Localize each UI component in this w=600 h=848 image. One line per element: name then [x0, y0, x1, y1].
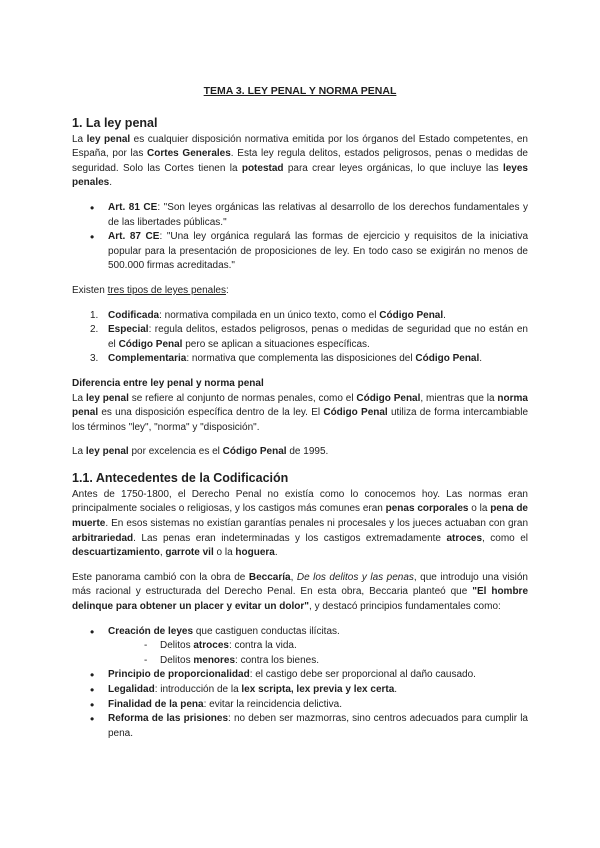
principle-item: • Finalidad de la pena: evitar la reincidencia delictiva. — [108, 698, 528, 713]
article-item: • Art. 87 CE: "Una ley orgánica regulará las formas de ejercicio y requisitos de la iniciativa popular para la presentación de proposiciones de ley. En todo caso se exigirán no menos de 500.000 firmas acreditadas." — [108, 230, 528, 274]
principle-item: • Creación de leyes que castiguen conductas ilícitas. - Delitos atroces: contra la vida. - Delitos menores: contra los bienes. — [108, 625, 528, 669]
sublist-item: - Delitos atroces: contra la vida. — [160, 639, 528, 654]
type-item: 2. Especial: regula delitos, estados peligrosos, penas o medidas de seguridad que no están en el Código Penal pero se aplican a situaciones específicas. — [90, 324, 528, 350]
sublist-item: - Delitos menores: contra los bienes. — [160, 654, 528, 669]
section-heading-1: 1. La ley penal — [72, 115, 158, 130]
antecedents-paragraph: Antes de 1750-1800, el Derecho Penal no existía como lo conocemos hoy. Las normas eran principalmente sociales o religiosas, y los castigos más comunes eran penas corporales o la pena de muerte. En esos sistemas no existían garantías penales ni procesales y los jueces actuaban con gran arbitrariedad. Las penas eran indeterminadas y los castigos extremadamente atroces, como el descuartizamiento, garrote vil o la hoguera. — [72, 488, 528, 559]
articles-list — [72, 201, 528, 274]
document-title: TEMA 3. LEY PENAL Y NORMA PENAL — [203, 85, 397, 97]
types-intro: Existen tres tipos de leyes penales: — [72, 284, 229, 296]
difference-paragraph: La ley penal se refiere al conjunto de normas penales, como el Código Penal, mientras que la norma penal es una disposición específica dentro de la ley. El Código Penal utiliza de forma intercambiable los términos "ley", "norma" y "disposición". — [72, 392, 529, 433]
principle-item: • Principio de proporcionalidad: el castigo debe ser proporcional al daño causado. — [108, 668, 528, 683]
article-item: • Art. 81 CE: "Son leyes orgánicas las relativas al desarrollo de los derechos fundamentales y de las libertades públicas." — [108, 201, 528, 230]
section-heading-1-1: 1.1. Antecedentes de la Codificación — [72, 470, 289, 485]
principles-list — [72, 625, 528, 742]
crime-types-sublist — [108, 639, 528, 668]
principle-item: • Legalidad: introducción de la lex scripta, lex previa y lex certa. — [108, 683, 528, 698]
excellence-paragraph: La ley penal por excelencia es el Código Penal de 1995. — [72, 446, 329, 458]
type-item: 3. Complementaria: normativa que complementa las disposiciones del Código Penal. — [90, 353, 483, 365]
intro-paragraph: La ley penal es cualquier disposición normativa emitida por los órganos del Estado competentes, en España, por las Cortes Generales. Esta ley regula delitos, estados peligrosos, penas o medidas de seguridad. Solo las Cortes tienen la potestad para crear leyes orgánicas, lo que incluye las leyes penales. — [72, 133, 528, 189]
principle-item: • Reforma de las prisiones: no deben ser mazmorras, sino centros adecuados para cumplir la pena. — [108, 712, 528, 741]
difference-heading: Diferencia entre ley penal y norma penal — [72, 377, 264, 389]
document-body — [72, 84, 528, 741]
beccaria-paragraph: Este panorama cambió con la obra de Beccaría, De los delitos y las penas, que introdujo una visión más racional y estructurada del Derecho Penal. En esta obra, Beccaria planteó que "El hombre delinque para obtener un placer y evitar un dolor", y destacó principios fundamentales como: — [72, 571, 529, 613]
types-list — [72, 309, 528, 367]
type-item: 1. Codificada: normativa compilada en un único texto, como el Código Penal. — [90, 309, 446, 321]
